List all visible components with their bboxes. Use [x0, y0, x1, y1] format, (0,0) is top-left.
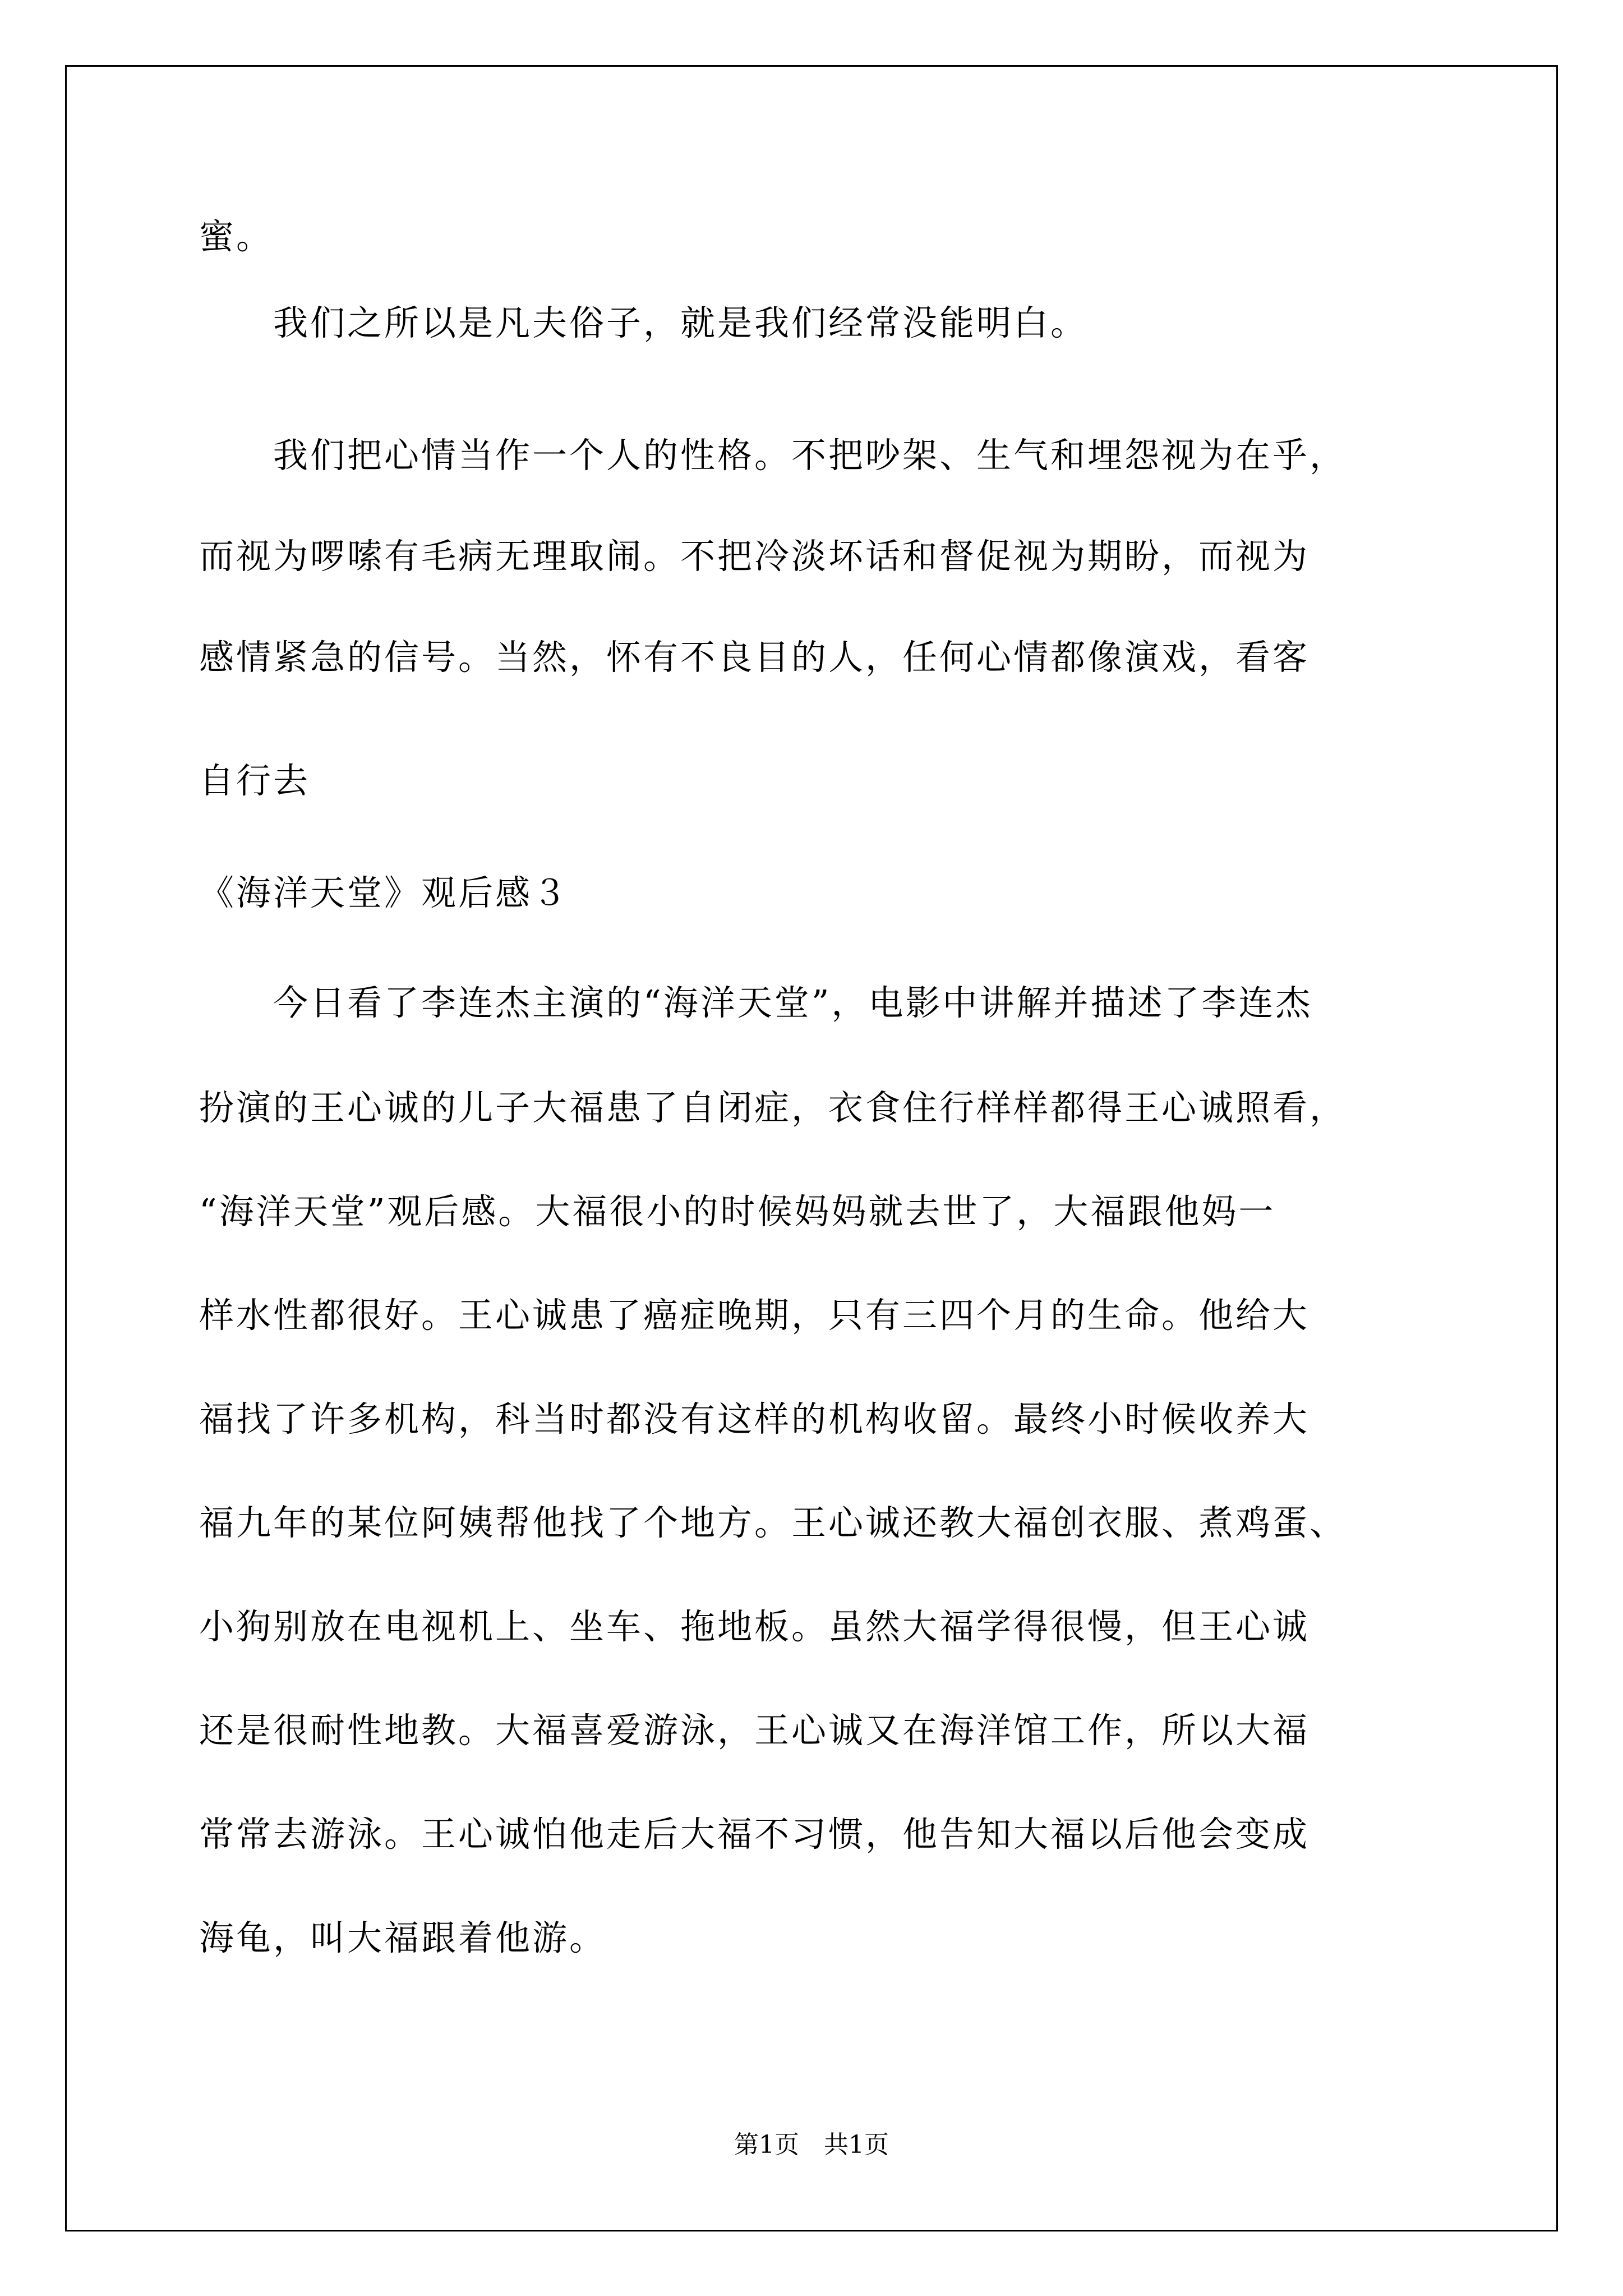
page-border [65, 65, 1558, 2231]
text-line: 福找了许多机构，科当时都没有这样的机构收留。最终小时候收养大 [199, 1398, 1310, 1439]
text-line: 福九年的某位阿姨帮他找了个地方。王心诚还教大福创衣服、煮鸡蛋、 [199, 1502, 1347, 1543]
text-line: 蜜。 [199, 216, 274, 257]
text-line: 感情紧急的信号。当然，怀有不良目的人，任何心情都像演戏，看客 [199, 637, 1310, 678]
text-line: 自行去 [199, 760, 311, 801]
text-line: 今日看了李连杰主演的“海洋天堂”，电影中讲解并描述了李连杰 [199, 982, 1313, 1023]
page-number: 第1页 共1页 [734, 2131, 889, 2159]
text-line: 海龟，叫大福跟着他游。 [199, 1917, 607, 1958]
text-line: 常常去游泳。王心诚怕他走后大福不习惯，他告知大福以后他会变成 [199, 1814, 1310, 1855]
text-line: 还是很耐性地教。大福喜爱游泳，王心诚又在海洋馆工作，所以大福 [199, 1710, 1310, 1751]
text-line: 而视为啰嗦有毛病无理取闹。不把冷淡坏话和督促视为期盼，而视为 [199, 536, 1310, 577]
text-line: 样水性都很好。王心诚患了癌症晚期，只有三四个月的生命。他给大 [199, 1295, 1310, 1336]
text-line: 我们把心情当作一个人的性格。不把吵架、生气和埋怨视为在乎， [199, 435, 1347, 476]
text-line: 扮演的王心诚的儿子大福患了自闭症，衣食住行样样都得王心诚照看， [199, 1087, 1347, 1128]
text-line: “海洋天堂”观后感。大福很小的时候妈妈就去世了，大福跟他妈一 [199, 1191, 1276, 1232]
text-line: 小狗别放在电视机上、坐车、拖地板。虽然大福学得很慢，但王心诚 [199, 1606, 1310, 1647]
section-heading: 《海洋天堂》观后感３ [199, 872, 570, 913]
text-line: 我们之所以是凡夫俗子，就是我们经常没能明白。 [199, 302, 1088, 343]
